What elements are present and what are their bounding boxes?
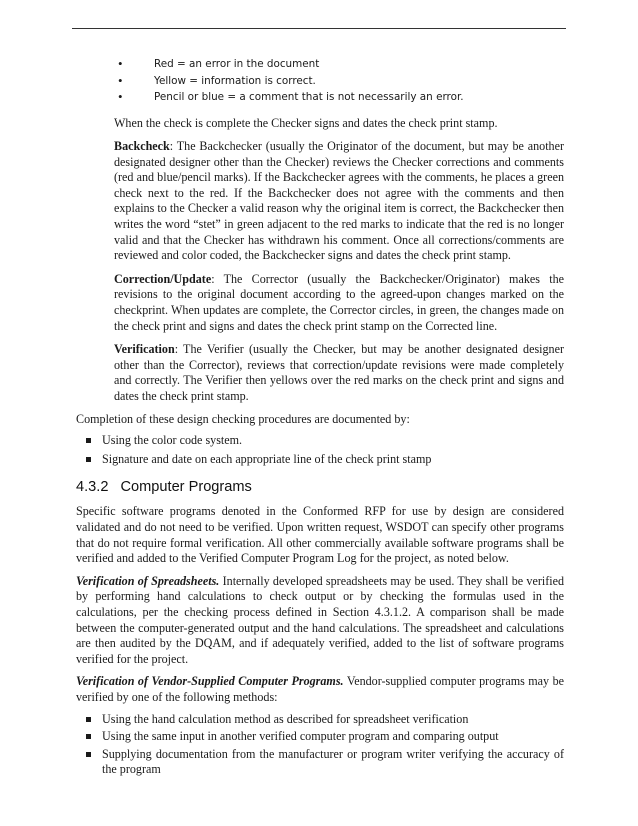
- section-title: Computer Programs: [120, 479, 252, 496]
- page-content: [76, 56, 564, 778]
- verification-paragraph: Verification: The Verifier (usually the Checker, but may be another designated designer other than the Corrector), reviews that correction/update revisions were made completely and correctly. The Verifier then yellows over the red marks on the check print and signs and dates the check print stamp.: [114, 342, 564, 403]
- list-item: Using the same input in another verified computer program and comparing output: [86, 729, 564, 745]
- list-item: Using the hand calculation method as described for spreadsheet verification: [86, 712, 564, 728]
- check-complete-paragraph: When the check is complete the Checker signs and dates the check print stamp.: [114, 115, 498, 130]
- section-number: 4.3.2: [76, 479, 109, 496]
- vendor-paragraph: Verification of Vendor-Supplied Computer Programs. Vendor-supplied computer programs may be verified by one of the following methods:: [76, 674, 564, 704]
- header-rule: [72, 28, 566, 29]
- square-bullet-icon: [86, 717, 91, 722]
- correction-term: Correction/Update: [114, 271, 212, 286]
- square-bullet-icon: [86, 438, 91, 443]
- vendor-methods-list: [86, 712, 564, 778]
- square-bullet-icon: [86, 752, 91, 757]
- list-item: • Pencil or blue = a comment that is not necessarily an error.: [118, 89, 464, 104]
- verification-term: Verification: [114, 342, 175, 357]
- correction-paragraph: Correction/Update: The Corrector (usually the Backchecker/Originator) makes the revisions to the original document according to the agreed-upon changes marked on the checkprint. When updates are complete, the Corrector circles, in green, the changes made on the check print and signs and dates the check print stamp on the Corrected line.: [114, 271, 564, 333]
- square-bullet-icon: [86, 457, 91, 462]
- list-item: Signature and date on each appropriate line of the check print stamp: [86, 452, 564, 468]
- backcheck-term: Backcheck: [114, 139, 170, 154]
- spreadsheets-term: Verification of Spreadsheets.: [76, 573, 220, 588]
- software-paragraph: Specific software programs denoted in the Conformed RFP for use by design are considered validated and do not need to be verified. Upon written request, WSDOT can specify other programs that do not require formal verification. All other commercially available software programs shall be verified and added to the Verified Computer Program Log for the project, as noted below.: [76, 504, 564, 566]
- section-heading: [76, 478, 564, 496]
- bullet-icon: •: [118, 56, 123, 71]
- completion-list: [86, 433, 564, 467]
- bullet-icon: •: [118, 72, 123, 88]
- list-item: Supplying documentation from the manufacturer or program writer verifying the accuracy of the program: [86, 747, 564, 778]
- list-item: • Red = an error in the document: [118, 56, 320, 71]
- spreadsheets-paragraph: Verification of Spreadsheets. Internally developed spreadsheets may be used. They shall be verified by performing hand calculations to check output or by checking the formulas used in the calculations, per the checking process defined in Section 4.3.1.2. A comparison shall be made between the computer-generated output and the hand calculations. The spreadsheet and calculations are then audited by the DQAM, and if adequately verified, added to the list of software programs verified for the project.: [76, 573, 565, 666]
- list-item: Using the color code system.: [86, 433, 564, 449]
- square-bullet-icon: [86, 734, 91, 739]
- vendor-term: Verification of Vendor-Supplied Computer Programs.: [76, 674, 344, 689]
- color-code-list: [118, 56, 564, 106]
- completion-paragraph: Completion of these design checking procedures are documented by:: [76, 411, 410, 426]
- list-item: • Yellow = information is correct.: [118, 72, 316, 88]
- backcheck-paragraph: Backcheck: The Backchecker (usually the Originator of the document, but may be another designated designer other than the Checker) reviews the Checker corrections and comments (red and blue/pencil marks). If the Backchecker agrees with the comments, he places a green check next to the red. If the Backchecker does not agree with the comments and then explains to the Checker a valid reason why the original item is correct, the Backchecker then writes the word “stet” in green adjacent to the red marks to indicate that the red is no longer valid and that the Checker has withdrawn his comment. Once all corrections/comments are reviewed and color coded, the Backchecker signs and dates the check print stamp.: [114, 139, 564, 263]
- bullet-icon: •: [118, 89, 123, 104]
